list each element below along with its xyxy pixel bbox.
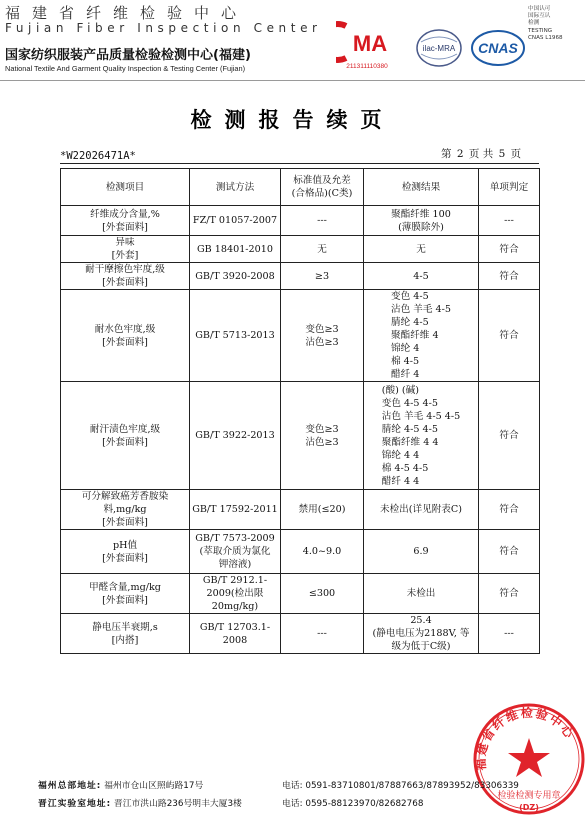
page-indicator: 第 2 页 共 5 页: [441, 148, 522, 160]
cell-item: 甲醛含量,mg/kg [外套面料]: [61, 574, 190, 614]
cell-method: GB/T 17592-2011: [190, 490, 281, 530]
header-standard: 标准值及允差 (合格品)(C类): [281, 169, 364, 206]
cell-verdict: ---: [479, 206, 540, 236]
cma-logo: [336, 20, 398, 70]
national-center-cn: 国家纺织服装产品质量检验检测中心(福建): [5, 48, 251, 63]
cell-result: 未检出(详见附表C): [364, 490, 479, 530]
table-row: [61, 614, 540, 654]
table-header-row: [61, 169, 540, 206]
cell-standard: 禁用(≤20): [281, 490, 364, 530]
cell-method: GB/T 12703.1- 2008: [190, 614, 281, 654]
cell-verdict: 符合: [479, 290, 540, 382]
cell-verdict: 符合: [479, 236, 540, 263]
cell-verdict: 符合: [479, 382, 540, 490]
cell-item: 耐水色牢度,级 [外套面料]: [61, 290, 190, 382]
table-row: [61, 263, 540, 290]
cell-verdict: ---: [479, 614, 540, 654]
cma-logo-text: MA: [352, 31, 388, 56]
footer-hq-phone: 电话: 0591-83710801/87887663/87893952/83306339: [282, 781, 519, 791]
header-divider: [0, 80, 585, 81]
cell-method: GB 18401-2010: [190, 236, 281, 263]
header-result: 检测结果: [364, 169, 479, 206]
ilac-mra-logo: [415, 28, 463, 68]
inspection-seal: [470, 700, 585, 818]
cell-standard: 无: [281, 236, 364, 263]
table-row: [61, 382, 540, 490]
page-title: 检测报告续页: [190, 107, 395, 132]
cell-item: 可分解致癌芳香胺染 料,mg/kg [外套面料]: [61, 490, 190, 530]
cell-item: pH值 [外套面料]: [61, 530, 190, 574]
header-method: 测试方法: [190, 169, 281, 206]
title-divider: [60, 163, 539, 164]
cell-standard: 变色≥3 沾色≥3: [281, 290, 364, 382]
seal-sub-text: 检验检测专用章: [497, 791, 561, 801]
table-row: [61, 236, 540, 263]
cnas-logo: [470, 28, 526, 68]
cell-result: 6.9: [364, 530, 479, 574]
national-center-en: National Textile And Garment Quality Inspection & Testing Center (Fujian): [5, 64, 246, 73]
header-verdict: 单项判定: [479, 169, 540, 206]
cnas-logo-text: CNAS: [478, 40, 518, 56]
cell-method: GB/T 2912.1- 2009(检出限 20mg/kg): [190, 574, 281, 614]
table-row: [61, 206, 540, 236]
cell-result: 25.4 (静电电压为2188V, 等 级为低于C级): [364, 614, 479, 654]
cell-method: FZ/T 01057-2007: [190, 206, 281, 236]
cell-method: GB/T 3920-2008: [190, 263, 281, 290]
cell-standard: ≥3: [281, 263, 364, 290]
cell-verdict: 符合: [479, 490, 540, 530]
cell-standard: 变色≥3 沾色≥3: [281, 382, 364, 490]
table-row: [61, 490, 540, 530]
footer-jinjiang-address: 晋江实验室地址: 晋江市洪山路236号明丰大厦3楼: [38, 799, 242, 809]
cell-item: 纤维成分含量,% [外套面料]: [61, 206, 190, 236]
cell-item: 耐汗渍色牢度,级 [外套面料]: [61, 382, 190, 490]
cell-item: 静电压半衰期,s [内搭]: [61, 614, 190, 654]
cell-result: (酸) (碱) 变色 4-5 4-5 沾色 羊毛 4-5 4-5 腈纶 4-5 4-5 聚酯纤维 4 4 锦纶 4 4 棉 4-5 4-5 醋纤 4 4: [364, 382, 479, 490]
cell-result: 聚酯纤维 100 (薄膜除外): [364, 206, 479, 236]
table-row: [61, 574, 540, 614]
cell-result: 4-5: [364, 263, 479, 290]
cell-method: GB/T 5713-2013: [190, 290, 281, 382]
table-row: [61, 530, 540, 574]
cell-verdict: 符合: [479, 574, 540, 614]
ilac-logo-text: ilac-MRA: [422, 44, 456, 53]
seal-ring-text: 福建省纤维检验中心: [473, 705, 578, 771]
table-row: [61, 290, 540, 382]
cell-item: 异味 [外套]: [61, 236, 190, 263]
seal-code-text: (DZ): [519, 803, 539, 812]
test-results-table: [60, 168, 540, 654]
cell-result: 未检出: [364, 574, 479, 614]
cell-standard: ---: [281, 614, 364, 654]
cell-result: 变色 4-5 沾色 羊毛 4-5 腈纶 4-5 聚酯纤维 4 锦纶 4 棉 4-5 醋纤 4: [364, 290, 479, 382]
cell-standard: ≤300: [281, 574, 364, 614]
report-number: *W22026471A*: [60, 150, 136, 162]
cell-item: 耐干摩擦色牢度,级 [外套面料]: [61, 263, 190, 290]
cell-verdict: 符合: [479, 263, 540, 290]
cnas-accreditation-text: 中国认可 国际互认 检测 TESTING CNAS L1968: [528, 6, 563, 41]
header-item: 检测项目: [61, 169, 190, 206]
footer-jinjiang-phone: 电话: 0595-88123970/82682768: [282, 799, 424, 809]
cell-verdict: 符合: [479, 530, 540, 574]
cell-method: GB/T 7573-2009 (萃取介质为氯化 钾溶液): [190, 530, 281, 574]
cell-standard: ---: [281, 206, 364, 236]
org-name-cn: 福建省纤维检验中心: [5, 4, 249, 22]
cell-method: GB/T 3922-2013: [190, 382, 281, 490]
cma-number: 211311110380: [346, 63, 388, 70]
footer-hq-address: 福州总部地址: 福州市仓山区照屿路17号: [38, 781, 204, 791]
org-name-en: Fujian Fiber Inspection Center: [5, 21, 322, 35]
cell-standard: 4.0~9.0: [281, 530, 364, 574]
cell-result: 无: [364, 236, 479, 263]
